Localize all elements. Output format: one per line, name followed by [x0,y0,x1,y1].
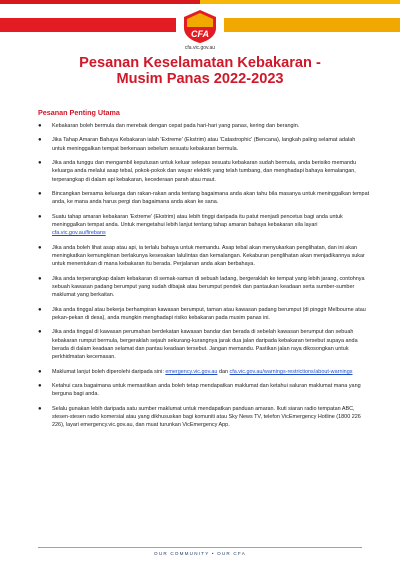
bullet-icon: ● [38,191,42,198]
item-text: Jika anda tinggal di kawasan perumahan berdekatan kawasan bandar dan berada di sebelah kawasan berumput dan sebuah kebakaran rumput bermula, bergeraklah sejauh sekurang-kurangnya jarak dua jalan daripada kebakaran tersebut supaya anda berada di dalam keadaan selamat dan pantau keadaan tersebut. Jangan memandu. Pastikan jalan raya dikosongkan untuk perkhidmatan kecemasan. [52,329,358,361]
list-item [38,136,370,153]
list-item [38,244,370,269]
page-title [20,55,380,87]
bullet-icon: ● [38,160,42,167]
list-item [38,122,370,130]
footer-divider [38,547,362,548]
bullet-icon: ● [38,244,42,251]
title-line-1: Pesanan Keselamatan Kebakaran - [79,55,321,71]
item-text: Jika anda tunggu dan mengambil keputusan untuk keluar selepas sesuatu kebakaran sudah bermula, anda berisiko memandu keluarga anda melalui asap tebal, pokok-pokok dan wayar elektrik yang telah tumbang, dan menghadapi bahaya kemalangan, terperangkap di dalam api kebakaran, kecederaan parah atau maut. [52,160,357,183]
item-text: Jika Tahap Amaran Bahaya Kebakaran ialah 'Extreme' (Ekstrim) atau 'Catastrophic' (Bencana), langkah paling selamat adalah untuk meninggalkan tempat berkenaan sebelum sesuatu kebakaran bermula. [52,137,356,152]
top-bar-red [0,0,200,4]
list-item [38,275,370,300]
list-item [38,190,370,207]
title-line-2: Musim Panas 2022-2023 [116,71,284,87]
item-text: Selalu gunakan lebih daripada satu sumber maklumat untuk mendapatkan panduan amaran. Ikuti siaran radio tempatan ABC, stesen-stesen radio komersial atau yang dikhususkan bagi komuniti atau Sky News TV, telefon VicEmergency Hotline (1800 226 226), layari emergency.vic.gov.au, dan muat turunkan VicEmergency App. [52,405,361,429]
list-item [38,382,370,399]
item-text: Bincangkan bersama keluarga dan rakan-rakan anda tentang bagaimana anda akan tahu bila masanya untuk meninggalkan tempat anda, ke mana anda harus pergi dan bagaimana anda akan ke sana. [52,191,370,206]
list-item [38,405,370,430]
list-item [38,213,370,238]
logo-url: cfa.vic.gov.au [184,45,216,51]
bullet-icon: ● [38,275,42,282]
bullet-icon: ● [38,306,42,313]
list-item [38,159,370,184]
item-text: Jika anda boleh lihat asap atau api, ia terlalu bahaya untuk memandu. Asap tebal akan menyukarkan penglihatan, dan ini akan meningkatkan kemungkinan berlakunya kesesakan lalulintas dan kemalangan. Kekaburan penglihatan akan menjadikannya sukar untuk menentukan di mana kebakaran itu berada. Perjalanan anda akan berbahaya. [52,244,365,268]
item-text: Kebakaran boleh bermula dan merebak dengan cepat pada hari-hari yang panas, kering dan berangin. [52,123,300,129]
bullet-icon: ● [38,368,42,375]
bullet-icon: ● [38,137,42,144]
bullet-icon: ● [38,405,42,412]
bullet-icon: ● [38,383,42,390]
top-bar-yellow [200,0,400,4]
top-color-bar [0,0,400,4]
bullet-icon: ● [38,329,42,336]
item-text: Maklumat lanjut boleh diperolehi daripada sini: [52,368,166,375]
bullet-icon: ● [38,123,42,129]
bullet-icon: ● [38,213,42,220]
item-text-join: dan [217,368,230,375]
header-band-red [0,18,176,32]
item-text: Suatu tahap amaran kebakaran 'Extreme' (Ekstrim) atau lebih tinggi daripada itu patut menjadi pencetus bagi anda untuk meninggalkan tempat anda. Untuk mengetahui lebih lanjut tentang tahap amaran bahaya kebakaran sila layari [52,213,343,229]
emergency-link[interactable]: emergency.vic.gov.au [165,368,218,375]
key-messages-list [38,122,370,436]
list-item [38,306,370,323]
list-item [38,328,370,361]
firebans-link[interactable]: cfa.vic.gov.au/firebans [52,230,106,237]
item-text: Jika anda terperangkap dalam kebakaran di semak-samun di sebuah ladang, bergeraklah ke tempat yang lebih jarang, contohnya sebuah kawasan padang berumput yang sudah dibajak atau berumput pendek dan pantaukan keadaan serta sumber-sumber maklumat yang berkaitan. [52,275,365,299]
item-text: Ketahui cara bagaimana untuk memastikan anda boleh tetap mendapatkan maklumat dan ketahui saluran maklumat mana yang berguna bagi anda. [52,383,361,398]
logo-wordmark: CFA [191,29,209,39]
header-band-yellow [224,18,400,32]
warnings-link[interactable]: cfa.vic.gov.au/warnings-restrictions/about-warnings [229,368,353,375]
section-heading: Pesanan Penting Utama [38,108,120,117]
item-text: Jika anda tinggal atau bekerja berhampiran kawasan berumput, taman atau kawasan padang berumput (di pinggir Melbourne atau pekan-pekan di desa), anda mungkin menghadapi risiko kebakaran pada musim panas ini. [52,306,366,321]
cfa-logo-icon [180,8,220,44]
footer-tagline: OUR COMMUNITY • OUR CFA [154,551,246,556]
list-item [38,368,370,376]
